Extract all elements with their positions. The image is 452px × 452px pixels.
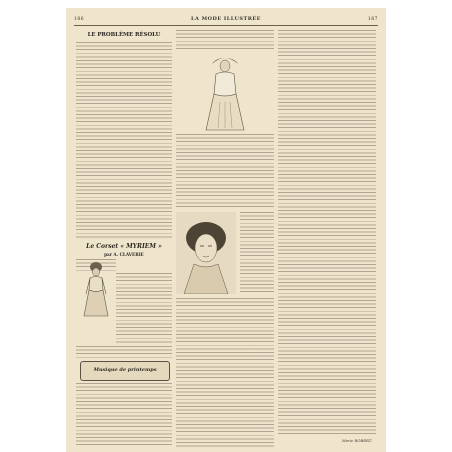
article-text-block	[278, 30, 376, 434]
byline: par A. CLAVERIE	[104, 252, 144, 257]
article-text-block	[76, 42, 172, 238]
dress-illustration	[198, 52, 252, 132]
column-1	[76, 30, 172, 448]
article-text-block	[76, 346, 172, 358]
article-text-block	[76, 383, 172, 448]
page-number-left: 186	[74, 17, 85, 22]
article-text-block	[116, 273, 172, 343]
corset-woman-illustration	[78, 260, 114, 318]
article-text-block	[176, 134, 274, 208]
ornamental-title-box	[80, 361, 170, 381]
page-number-right: 187	[367, 17, 378, 22]
article-text-block	[240, 212, 274, 294]
newspaper-page	[66, 8, 386, 452]
heading-corset-myriem: Le Corset « MYRIEM »	[86, 243, 162, 250]
column-3	[278, 30, 376, 448]
header-rule	[74, 25, 378, 26]
article-text-block	[176, 30, 274, 50]
ornament-title: Musique de printemps	[93, 367, 157, 373]
portrait-illustration	[176, 212, 236, 294]
signature: Marie ROBERT.	[341, 438, 372, 443]
heading-probleme-resolu: LE PROBLÈME RÉSOLU	[87, 32, 161, 38]
column-2	[176, 30, 274, 448]
article-text-block	[176, 298, 274, 448]
journal-title: LA MODE ILLUSTRÉE	[191, 16, 261, 22]
page-header	[74, 15, 378, 24]
